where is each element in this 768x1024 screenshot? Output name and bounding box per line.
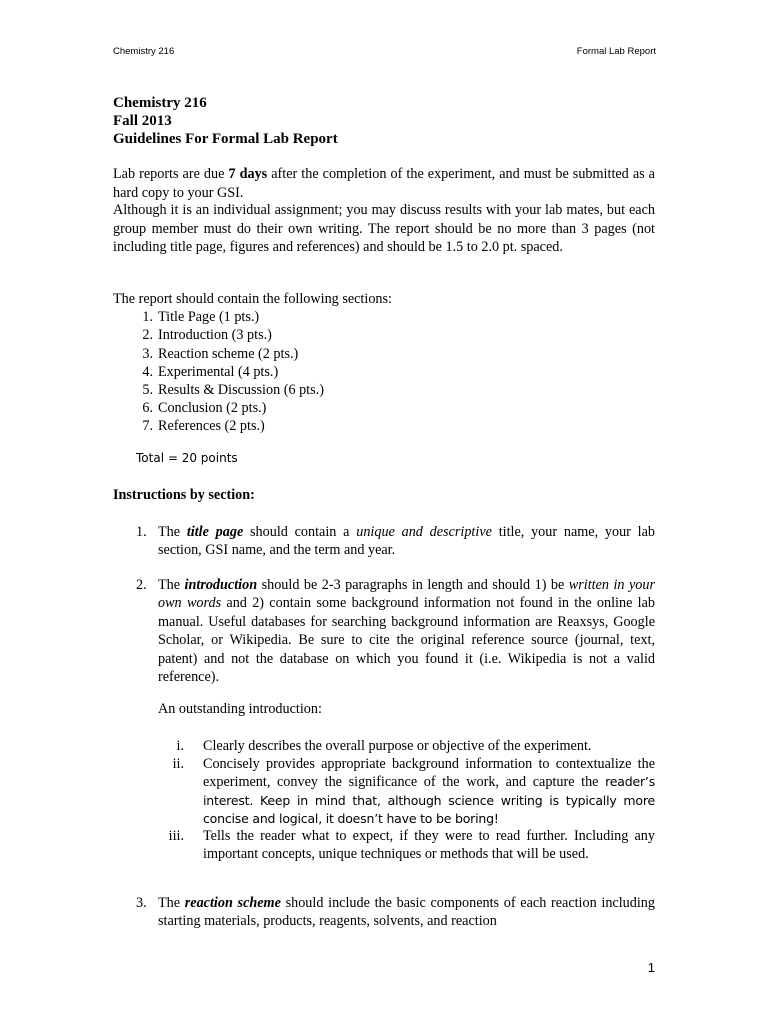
instruction-introduction: 2. The introduction should be 2-3 paragraphs in length and should 1) be written in your own words and 2) contain some background information not found in the online lab manual. Useful databases for searching background information are Reaxsys, Google Scholar, or Wikipedia. Be sure to cite the original reference source (journal, text, patent) and not the database on which you found it (i.e. Wikipedia is not a valid reference). bbox=[136, 577, 656, 686]
due-date-paragraph: Lab reports are due 7 days after the completion of the experiment, and must be submitted as a hard copy to your GSI. bbox=[113, 166, 655, 201]
title-heading: Guidelines For Formal Lab Report bbox=[113, 131, 338, 147]
list-item: 6. Conclusion (2 pts.) bbox=[142, 400, 267, 417]
title-term: Fall 2013 bbox=[113, 113, 172, 129]
instruction-reaction-scheme: 3. The reaction scheme should include the basic components of each reaction including starting materials, products, reagents, solvents, and reaction bbox=[136, 895, 655, 930]
document-title bbox=[113, 94, 338, 148]
running-header-left: Chemistry 216 bbox=[113, 46, 175, 57]
list-item: iii. Tells the reader what to expect, if they were to read further. Including any important concepts, unique techniques or methods that will be used. bbox=[168, 828, 655, 863]
list-item: i. Clearly describes the overall purpose or objective of the experiment. bbox=[176, 738, 592, 754]
list-item: 5. Results & Discussion (6 pts.) bbox=[142, 382, 324, 399]
running-header-right: Formal Lab Report bbox=[576, 46, 656, 57]
list-item: 1. Title Page (1 pts.) bbox=[142, 309, 260, 326]
outstanding-intro-label: An outstanding introduction: bbox=[158, 701, 322, 717]
due-days: 7 days bbox=[228, 166, 268, 182]
instructions-heading: Instructions by section: bbox=[113, 487, 255, 503]
instruction-title-page: 1. The title page should contain a unique and descriptive title, your name, your lab section, GSI name, and the term and year. bbox=[136, 524, 655, 559]
list-item: 2. Introduction (3 pts.) bbox=[142, 327, 272, 344]
collaboration-paragraph: Although it is an individual assignment; you may discuss results with your lab mates, but each group member must do their own writing. The report should be no more than 3 pages (not including title page, figures and references) and should be 1.5 to 2.0 pt. spaced. bbox=[113, 202, 655, 255]
list-item: 4. Experimental (4 pts.) bbox=[142, 363, 279, 380]
sections-intro: The report should contain the following sections: bbox=[113, 291, 392, 307]
list-item: 3. Reaction scheme (2 pts.) bbox=[142, 345, 299, 362]
title-course: Chemistry 216 bbox=[113, 95, 207, 111]
page-number: 1 bbox=[647, 960, 655, 975]
list-item: ii. Concisely provides appropriate background information to contextualize the experiment, convey the significance of the work, and capture the reader’s interest. Keep in mind that, although science writing is typically more concise and logical, it doesn’t have to be boring! bbox=[172, 756, 656, 826]
total-points: Total = 20 points bbox=[136, 451, 238, 465]
list-item: 7. References (2 pts.) bbox=[142, 418, 265, 435]
sections-list bbox=[113, 290, 392, 436]
